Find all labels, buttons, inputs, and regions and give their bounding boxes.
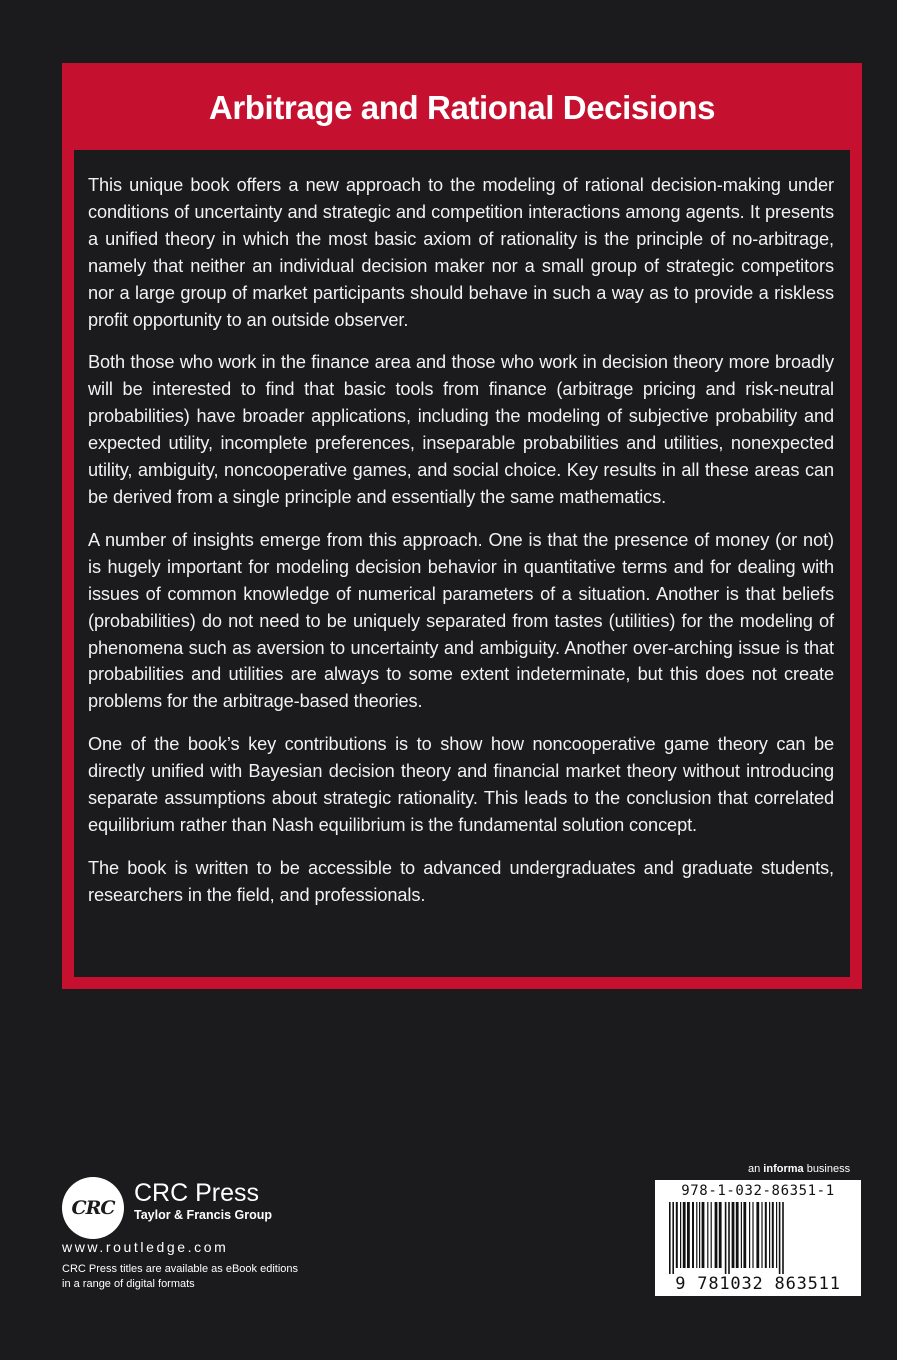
publisher-block bbox=[62, 1165, 362, 1295]
barcode-bar bbox=[680, 1202, 681, 1268]
publisher-group: Taylor & Francis Group bbox=[134, 1208, 272, 1222]
barcode-bar bbox=[749, 1202, 750, 1268]
description-paragraph-1: This unique book offers a new approach to the modeling of rational decision-making under conditions of uncertainty and strategic and competition interactions among agents. It presents a unified theory in which the most basic axiom of rationality is the principle of no-arbitrage, namely that neither an individual decision maker nor a small group of strategic competitors nor a large group of market participants should behave in such a way as to provide a riskless profit opportunity to an outside observer. bbox=[88, 175, 834, 330]
informa-prefix: an bbox=[748, 1163, 764, 1175]
title-frame bbox=[62, 63, 862, 989]
barcode-bar bbox=[732, 1202, 735, 1268]
crc-logo-icon bbox=[62, 1177, 124, 1239]
barcode-bar bbox=[772, 1202, 774, 1268]
publisher-name: CRC Press bbox=[134, 1179, 260, 1207]
barcode-bar bbox=[707, 1202, 708, 1268]
barcode-bar bbox=[782, 1202, 784, 1274]
isbn-label: 978-1-032-86351-1 bbox=[681, 1183, 835, 1199]
barcode-bar bbox=[699, 1202, 700, 1268]
informa-tagline bbox=[748, 1163, 850, 1175]
barcode-bar bbox=[719, 1202, 722, 1268]
barcode-bar bbox=[756, 1202, 759, 1268]
barcode-bar bbox=[711, 1202, 712, 1268]
barcode-bar bbox=[669, 1202, 671, 1274]
barcode-bar bbox=[728, 1202, 730, 1274]
barcode-bar bbox=[743, 1202, 746, 1268]
ebook-note bbox=[62, 1262, 298, 1292]
barcode-bar bbox=[702, 1202, 705, 1268]
description-panel bbox=[74, 150, 850, 977]
ebook-note-line-1: CRC Press titles are available as eBook editions bbox=[62, 1263, 299, 1275]
barcode-bar bbox=[761, 1202, 762, 1268]
description-paragraph-4: One of the book’s key contributions is to show how noncooperative game theory can be directly unified with Bayesian decision theory and financial market theory without introducing separate assumptions about strategic rationality. This leads to the conclusion that correlated equilibrium rather than Nash equilibrium is the fundamental solution concept. bbox=[88, 734, 834, 835]
informa-suffix: business bbox=[803, 1163, 851, 1175]
barcode-bar bbox=[672, 1202, 674, 1274]
barcode-bar bbox=[687, 1202, 690, 1268]
barcode-bar bbox=[676, 1202, 678, 1268]
description-paragraph-3: A number of insights emerge from this approach. One is that the presence of money (or not) is hugely important for modeling decision behavior in quantitative terms and for dealing with issues of common knowledge of numerical parameters of a situation. Another is that beliefs (probabilities) do not need to be uniquely separated from tastes (utilities) for the modeling of phenomena such as aversion to uncertainty and ambiguity. Another over-arching issue is that probabilities and utilities are always to some extent indeterminate, but this does not create problems for the arbitrage-based theories. bbox=[88, 529, 834, 712]
crc-logo-text: CRC bbox=[71, 1197, 115, 1219]
barcode-bar bbox=[765, 1202, 767, 1268]
isbn-digits: 9 781032 863511 bbox=[675, 1274, 841, 1294]
barcode-bar bbox=[696, 1202, 697, 1268]
informa-brand: informa bbox=[763, 1163, 804, 1175]
description-paragraph-2: Both those who work in the finance area and those who work in decision theory more broadly will be interested to find that basic tools from finance (arbitrage pricing and risk-neutral probabilities) have broader applications, including the modeling of subjective probability and expected utility, incomplete preferences, inseparable probabilities and utilities, nonexpected utility, ambiguity, noncooperative games, and social choice. Key results in all these areas can be derived from a single principle and essentially the same mathematics. bbox=[88, 352, 834, 507]
isbn-barcode bbox=[655, 1180, 861, 1296]
description-paragraph-5: The book is written to be accessible to advanced undergraduates and graduate students, researchers in the field, and professionals. bbox=[88, 857, 834, 905]
barcode-bar bbox=[741, 1202, 742, 1268]
barcode-bar bbox=[715, 1202, 718, 1268]
barcode-bar bbox=[725, 1202, 727, 1274]
barcode-bars-icon bbox=[665, 1202, 851, 1274]
barcode-bar bbox=[692, 1202, 694, 1268]
barcode-bar bbox=[769, 1202, 770, 1268]
barcode-bar bbox=[683, 1202, 686, 1268]
barcode-bar bbox=[776, 1202, 777, 1268]
barcode-bar bbox=[779, 1202, 781, 1274]
publisher-website: www.routledge.com bbox=[62, 1239, 229, 1255]
barcode-bar bbox=[752, 1202, 753, 1268]
barcode-bar bbox=[736, 1202, 739, 1268]
ebook-note-line-2: in a range of digital formats bbox=[62, 1278, 195, 1290]
book-title: Arbitrage and Rational Decisions bbox=[208, 89, 716, 126]
